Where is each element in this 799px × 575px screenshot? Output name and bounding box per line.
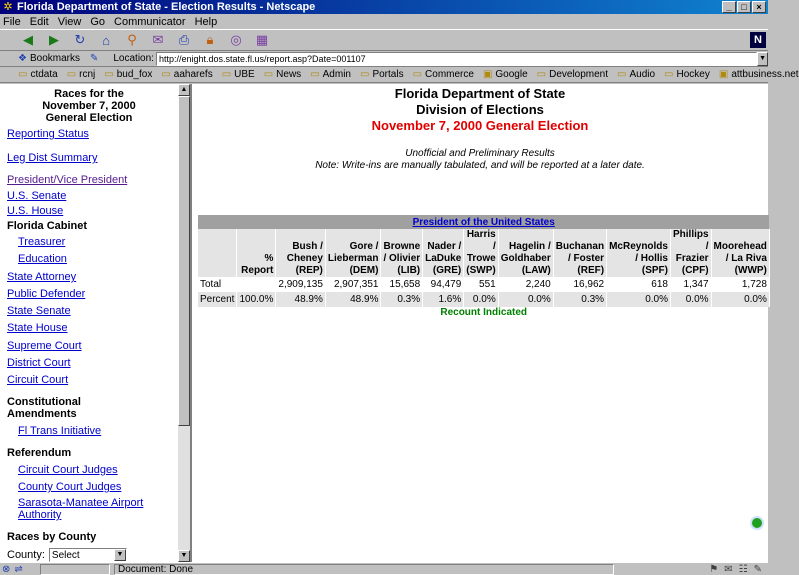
link-leg-dist-summary[interactable]: Leg Dist Summary — [7, 152, 98, 164]
navigation-toolbar — [0, 29, 768, 51]
forward-icon[interactable]: ▶ — [49, 32, 59, 47]
bookmark-link[interactable]: ▣ attbusiness.net — [718, 69, 799, 80]
link-circuit-court[interactable]: Circuit Court — [7, 374, 69, 386]
bookmark-folder[interactable]: ▭ UBE — [221, 69, 255, 80]
bookmark-folder[interactable]: ▭ rcnj — [66, 69, 96, 80]
folder-icon: ▭ — [310, 69, 320, 80]
page-proxy-icon[interactable]: ✎ — [89, 53, 99, 64]
component-mail-icon[interactable]: ✉ — [724, 563, 733, 575]
back-icon[interactable]: ◀ — [23, 32, 33, 47]
county-selector-row — [7, 548, 127, 562]
scroll-down-icon[interactable]: ▼ — [178, 550, 190, 562]
link-public-defender[interactable]: Public Defender — [7, 288, 86, 300]
menu-bar — [0, 14, 768, 29]
online-status-icon[interactable]: ⇌ — [14, 563, 23, 575]
link-sarasota-manatee-airport[interactable]: Sarasota-Manatee Airport Authority — [18, 497, 144, 521]
bookmark-page-icon: ▣ — [718, 69, 729, 80]
recount-notice: Recount Indicated — [440, 307, 528, 318]
menu-view[interactable]: View — [57, 15, 82, 28]
component-discussions-icon[interactable]: ☷ — [738, 563, 748, 575]
link-treasurer[interactable]: Treasurer — [18, 236, 66, 248]
race-header — [198, 215, 769, 229]
home-icon[interactable]: ⌂ — [102, 32, 110, 48]
bookmark-page-icon: ▣ — [482, 69, 493, 80]
heading-referendum: Referendum — [7, 447, 72, 459]
menu-edit[interactable]: Edit — [29, 15, 49, 28]
left-frame-title: Races for the November 7, 2000 General Election — [42, 88, 136, 124]
print-icon[interactable]: ⎙ — [178, 32, 190, 47]
folder-icon: ▭ — [617, 69, 627, 80]
folder-icon: ▭ — [360, 69, 370, 80]
window-titlebar[interactable] — [0, 0, 768, 14]
page-title: Florida Department of State — [394, 86, 566, 101]
url-input[interactable]: http://enight.dos.state.fl.us/report.asp?Date=001107 — [156, 52, 757, 66]
link-supreme-court[interactable]: Supreme Court — [7, 340, 82, 352]
folder-icon: ▭ — [536, 69, 547, 80]
netscape-logo-icon[interactable]: N — [750, 32, 766, 48]
column-header: Hagelin / Goldhaber (LAW) — [498, 229, 553, 277]
maximize-button[interactable]: □ — [737, 1, 751, 13]
link-us-house[interactable]: U.S. House — [7, 205, 64, 217]
status-text: Document: Done — [114, 564, 614, 575]
bookmark-folder[interactable]: ▭ Audio — [617, 69, 656, 80]
column-header: Moorehead / La Riva (WWP) — [711, 229, 769, 277]
column-header-blank — [198, 229, 237, 277]
bookmark-folder[interactable]: ▭ Hockey — [664, 69, 710, 80]
link-county-court-judges[interactable]: County Court Judges — [18, 481, 122, 493]
window-title: Florida Department of State - Election Results - Netscape — [17, 1, 316, 13]
folder-icon: ▭ — [664, 69, 674, 80]
search-icon[interactable]: ⚲ — [127, 32, 137, 47]
url-dropdown-icon[interactable]: ▼ — [757, 52, 768, 66]
location-label: Location: — [113, 53, 154, 64]
folder-icon: ▭ — [263, 69, 274, 80]
bookmark-folder[interactable]: ▭ ctdata — [18, 69, 58, 80]
heading-constitutional-amendments: Constitutional Amendments — [7, 396, 81, 420]
county-label: County: — [7, 549, 45, 561]
folder-icon: ▭ — [161, 69, 171, 80]
column-header: Buchanan / Foster (REF) — [553, 229, 606, 277]
progress-bar — [40, 564, 110, 575]
chevron-down-icon[interactable]: ▼ — [114, 549, 126, 561]
folder-icon: ▭ — [18, 69, 28, 80]
menu-go[interactable]: Go — [90, 15, 106, 28]
folder-icon: ▭ — [104, 69, 114, 80]
heading-races-by-county: Races by County — [7, 531, 97, 543]
menu-file[interactable]: File — [3, 15, 21, 28]
table-header-row — [198, 229, 769, 277]
link-state-attorney[interactable]: State Attorney — [7, 271, 77, 283]
folder-icon: ▭ — [221, 69, 232, 80]
shop-icon[interactable]: ◎ — [230, 32, 242, 47]
folder-icon: ▭ — [66, 69, 77, 80]
bookmark-folder[interactable]: ▭ Admin — [310, 69, 351, 80]
column-header: Bush / Cheney (REP) — [276, 229, 326, 277]
column-header: Browne / Olivier (LIB) — [381, 229, 423, 277]
column-header: Phillips / Frazier (CPF) — [670, 229, 711, 277]
bookmark-folder[interactable]: ▭ Portals — [360, 69, 404, 80]
column-header: Gore / Lieberman (DEM) — [325, 229, 381, 277]
heading-florida-cabinet: Florida Cabinet — [7, 220, 88, 232]
menu-communicator[interactable]: Communicator — [114, 15, 186, 28]
column-header: Harris / Trowe (SWP) — [464, 229, 498, 277]
column-header: % Report — [237, 229, 276, 277]
bookmarks-icon[interactable]: ❖ — [18, 53, 27, 64]
reload-icon[interactable]: ↻ — [74, 32, 86, 47]
link-circuit-court-judges[interactable]: Circuit Court Judges — [18, 464, 118, 476]
location-bar — [0, 51, 768, 67]
results-disclaimer: Unofficial and Preliminary Results — [405, 148, 555, 159]
stop-icon[interactable]: ▦ — [255, 32, 269, 47]
close-button[interactable]: × — [752, 1, 766, 13]
results-frame — [190, 84, 768, 562]
county-select[interactable]: Select ▼ — [49, 548, 127, 562]
bookmark-folder[interactable]: ▭ News — [263, 69, 302, 80]
scroll-up-icon[interactable]: ▲ — [178, 84, 190, 96]
menu-help[interactable]: Help — [194, 15, 218, 28]
left-frame-scrollbar[interactable] — [178, 84, 190, 562]
bookmark-folder[interactable]: ▭ aaharefs — [161, 69, 213, 80]
bookmark-folder[interactable]: ▭ Commerce — [412, 69, 474, 80]
link-reporting-status[interactable]: Reporting Status — [7, 128, 89, 140]
race-title-link[interactable]: President of the United States — [412, 216, 555, 228]
link-education[interactable]: Education — [18, 253, 67, 265]
security-lock-icon[interactable]: ⊗ — [2, 563, 11, 575]
election-date-heading: November 7, 2000 General Election — [371, 118, 589, 133]
netscape-app-icon[interactable]: ✲ — [3, 1, 13, 13]
folder-icon: ▭ — [412, 69, 423, 80]
bookmark-link[interactable]: ▣ Google — [482, 69, 528, 80]
security-icon[interactable]: 🔒︎ — [206, 32, 214, 47]
table-row-total: Total 2,909,135 2,907,351 15,658 94,479 551 2,240 16,962 618 1,347 1,728 — [198, 277, 769, 292]
component-navigator-icon[interactable]: ⚑ — [709, 563, 719, 575]
link-president[interactable]: President/Vice President — [7, 174, 128, 186]
link-us-senate[interactable]: U.S. Senate — [7, 190, 67, 202]
bookmark-folder[interactable]: ▭ Development — [536, 69, 609, 80]
results-table — [198, 215, 770, 318]
minimize-button[interactable]: _ — [722, 1, 736, 13]
component-composer-icon[interactable]: ✎ — [753, 563, 762, 575]
column-header: Nader / LaDuke (GRE) — [423, 229, 464, 277]
status-bar — [0, 562, 768, 575]
table-row-percent: Percent 100.0% 48.9% 48.9% 0.3% 1.6% 0.0% 0.0% 0.3% 0.0% 0.0% 0.0% — [198, 292, 769, 307]
netscape-guide-icon[interactable]: ✉ — [152, 32, 164, 47]
page-subtitle: Division of Elections — [416, 102, 544, 117]
link-state-house[interactable]: State House — [7, 322, 68, 334]
link-state-senate[interactable]: State Senate — [7, 305, 71, 317]
write-ins-note: Note: Write-ins are manually tabulated, and will be reported at a later date. — [315, 160, 645, 171]
link-district-court[interactable]: District Court — [7, 357, 71, 369]
column-header: McReynolds / Hollis (SPF) — [607, 229, 671, 277]
bookmarks-button[interactable]: Bookmarks — [29, 53, 80, 64]
personal-toolbar — [0, 67, 799, 83]
scroll-thumb[interactable] — [178, 96, 190, 426]
floating-status-icon[interactable] — [750, 516, 764, 530]
link-fl-trans-initiative[interactable]: Fl Trans Initiative — [18, 425, 102, 437]
left-navigation-frame — [0, 84, 178, 562]
bookmark-folder[interactable]: ▭ bud_fox — [104, 69, 153, 80]
